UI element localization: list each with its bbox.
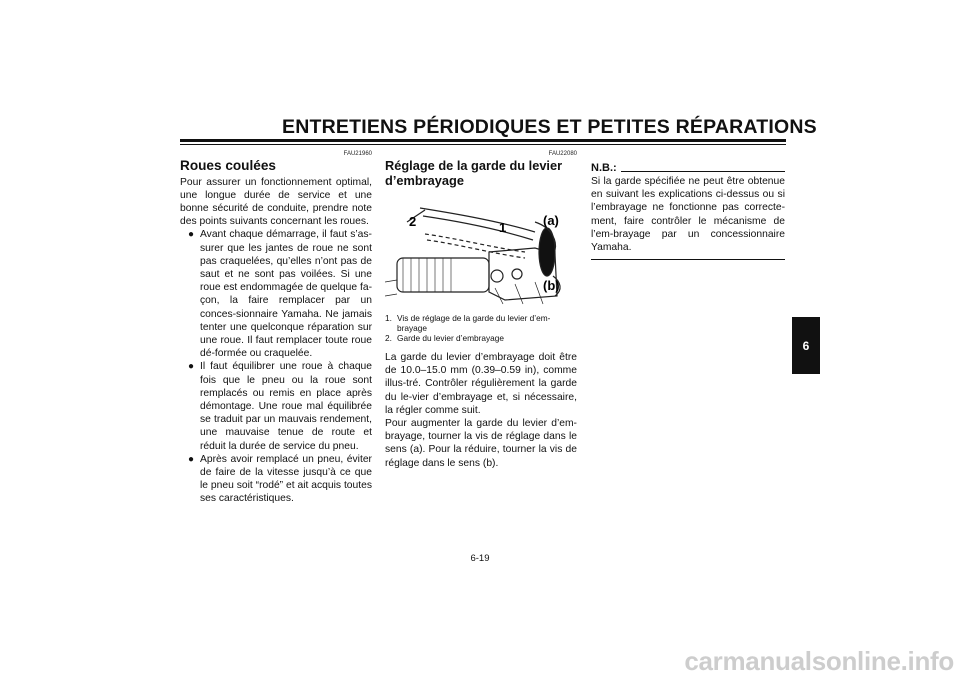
chapter-tab: 6 <box>792 317 820 374</box>
bullet-dot-icon: ● <box>188 361 195 373</box>
watermark: carmanualsonline.info <box>684 646 954 676</box>
section-title-wheels: Roues coulées <box>180 158 276 173</box>
figure-label-a: (a) <box>543 213 559 228</box>
section-code: FAU22080 <box>548 151 577 157</box>
page-title: ENTRETIENS PÉRIODIQUES ET PETITES RÉPARATIONS <box>282 116 817 138</box>
caption-number: 2. <box>385 333 392 343</box>
bullet-text: Après avoir remplacé un pneu, éviter de faire de la vitesse jusqu’à ce que le pneu soit “rodé” et ait acquis toutes ses caractéristiques. <box>200 453 372 505</box>
clutch-paragraph: Pour augmenter la garde du levier d’em-brayage, tourner la vis de réglage dans le sens (a). Pour la réduire, tourner la vis de réglage dans le sens (b). <box>385 418 577 469</box>
section-code: FAU21960 <box>343 151 372 157</box>
caption-item <box>385 333 577 343</box>
figure-caption <box>385 313 577 343</box>
clutch-lever-illustration <box>385 192 577 309</box>
header-rule-thin <box>180 144 786 145</box>
figure-label-1: 1 <box>499 220 507 235</box>
note-bottom-rule <box>591 259 785 260</box>
bullet-item <box>180 453 372 506</box>
bullet-dot-icon: ● <box>188 453 195 465</box>
note-header <box>591 162 785 175</box>
header-rule-thick <box>180 139 786 142</box>
bullet-item <box>180 228 372 360</box>
note-label: N.B.: <box>591 162 617 174</box>
section-title-clutch: Réglage de la garde du levier d’embrayage <box>385 158 563 188</box>
caption-text: Garde du levier d’embrayage <box>397 333 504 343</box>
wheels-intro: Pour assurer un fonctionnement optimal, une longue durée de service et une bonne sécurité de conduite, prendre note des points suivants concernant les roues. <box>180 176 372 228</box>
bullet-text: Avant chaque démarrage, il faut s’as-surer que les jantes de roue ne sont pas craquelées, qu’elles n’ont pas de saut et ne sont pas voilées. Si une roue est endommagée de quelque fa-çon, la faire remplacer par un conces-sionnaire Yamaha. Ne jamais tenter une quelconque réparation sur une roue. Il faut remplacer toute roue dé-formée ou craquelée. <box>200 229 372 360</box>
page-number: 6-19 <box>470 553 490 564</box>
note-rule <box>621 171 785 172</box>
clutch-paragraph: La garde du levier d’embrayage doit être de 10.0–15.0 mm (0.39–0.59 in), comme illus-tré. Contrôler régulièrement la garde du le-vier d’embrayage et, si nécessaire, la régler comme suit. <box>385 352 577 416</box>
column-right <box>591 150 785 260</box>
caption-number: 1. <box>385 313 392 323</box>
figure-label-2: 2 <box>409 214 417 229</box>
bullet-dot-icon: ● <box>188 229 195 241</box>
column-middle <box>385 150 577 470</box>
caption-text: Vis de réglage de la garde du levier d’em-brayage <box>397 313 551 333</box>
column-left <box>180 150 372 506</box>
note-text: Si la garde spécifiée ne peut être obtenue en suivant les explications ci-dessus ou si l’embrayage ne fonctionne pas correcte-ment, faire contrôler le mécanisme de l’em-brayage par un concessionnaire Yamaha. <box>591 176 785 254</box>
figure-label-b: (b) <box>543 278 560 293</box>
clutch-lever-figure <box>385 192 577 309</box>
caption-item <box>385 313 577 333</box>
bullet-text: Il faut équilibrer une roue à chaque fois que le pneu ou la roue sont remplacés ou remis en place après démontage. Une roue mal équilibrée se traduit par un mauvais rendement, une mauvaise tenue de route et réduit la durée de service du pneu. <box>200 361 372 452</box>
bullet-item <box>180 360 372 452</box>
clutch-instructions <box>385 351 577 470</box>
